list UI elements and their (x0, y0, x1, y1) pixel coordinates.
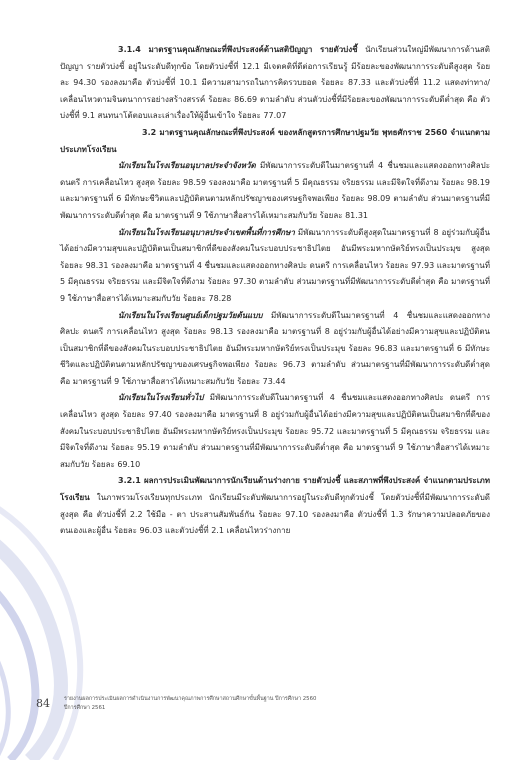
paragraph-lead: นักเรียนในโรงเรียนศูนย์เด็กปฐมวัยต้นแบบ (118, 310, 263, 320)
paragraph-text: มีพัฒนาการระดับดีในมาตรฐานที่ 4 ชื่นชมและแสดงออกทางศิลปะ ดนตรี การเคลื่อนไหว สูงสุด ร้อยละ 98.59 รองลงมาคือ มาตรฐานที่ 5 มีคุณธรรม จริยธรรม และมีจิตใจที่ดีงาม ร้อยละ 98.19 และมาตรฐานที่ 6 มีทักษะชีวิตและปฏิบัติตนตามหลักปรัชญาของเศรษฐกิจพอเพียง ร้อยละ 98.09 ตามลำดับ ส่วนมาตรฐานที่มีพัฒนาการระดับดีต่ำสุด คือ มาตรฐานที่ 9 ใช้ภาษาสื่อสารได้เหมาะสมกับวัย ร้อยละ 81.31 (60, 161, 490, 220)
paragraph-provincial-kindergarten (60, 158, 490, 224)
section-3-1-4 (60, 42, 490, 125)
paragraph-lead: นักเรียนในโรงเรียนอนุบาลประจำจังหวัด (118, 161, 256, 171)
footer-line-1: รายงานผลการประเมินผลการดำเนินงานการพัฒนาคุณภาพการศึกษาสถานศึกษาขั้นพื้นฐาน ปีการศึกษา 2560 (64, 696, 317, 702)
paragraph-text: มีพัฒนาการระดับดีในมาตรฐานที่ 4 ชื่นชมและแสดงออกทางศิลปะ ดนตรี การเคลื่อนไหว สูงสุด ร้อยละ 97.40 รองลงมาคือ มาตรฐานที่ 8 อยู่ร่วมกับผู้อื่นได้อย่างมีความสุขและปฏิบัติตนเป็นสมาชิกที่ดีของสังคมในระบอบประชาธิปไตย อันมีพระมหากษัตริย์ทรงเป็นประมุข ร้อยละ 95.72 และมาตรฐานที่ 5 มีคุณธรรม จริยธรรม และมีจิตใจที่ดีงาม ร้อยละ 95.19 ตามลำดับ ส่วนมาตรฐานที่มีพัฒนาการระดับดีต่ำสุด คือ มาตรฐานที่ 9 ใช้ภาษาสื่อสารได้เหมาะสมกับวัย ร้อยละ 69.10 (60, 393, 490, 469)
section-3-2-heading: 3.2 มาตรฐานคุณลักษณะที่พึงประสงค์ ของหลักสูตรการศึกษาปฐมวัย พุทธศักราช 2560 จำแนกตามประเภทโรงเรียน (60, 127, 490, 154)
section-3-1-4-text: นักเรียนส่วนใหญ่มีพัฒนาการด้านสติปัญญา รายตัวบ่งชี้ อยู่ในระดับดีทุกข้อ โดยตัวบ่งชี้ที่ 12.1 มีเจตคติที่ดีต่อการเรียนรู้ มีร้อยละของพัฒนาการระดับดีสูงสุด ร้อยละ 94.30 รองลงมาคือ ตัวบ่งชี้ที่ 10.1 มีความสามารถในการคิดรวบยอด ร้อยละ 87.33 และตัวบ่งชี้ที่ 11.2 แสดงท่าทาง/เคลื่อนไหวตามจินตนาการอย่างสร้างสรรค์ ร้อยละ 86.69 ตามลำดับ ส่วนตัวบ่งชี้ที่มีร้อยละของพัฒนาการระดับดีต่ำสุด คือ ตัวบ่งชี้ที่ 9.1 สนทนาโต้ตอบและเล่าเรื่องให้ผู้อื่นเข้าใจ ร้อยละ 77.07 (60, 45, 491, 121)
section-3-2-1 (60, 473, 490, 539)
paragraph-area-kindergarten (60, 225, 490, 308)
page-number: 84 (36, 697, 50, 710)
paragraph-lead: นักเรียนในโรงเรียนทั่วไป (118, 393, 204, 403)
document-body (60, 42, 490, 540)
section-3-1-4-heading: 3.1.4 มาตรฐานคุณลักษณะที่พึงประสงค์ด้านสติปัญญา รายตัวบ่งชี้ (118, 45, 358, 54)
section-3-2-1-text: ในภาพรวมโรงเรียนทุกประเภท นักเรียนมีระดับพัฒนาการอยู่ในระดับดีทุกตัวบ่งชี้ โดยตัวบ่งชี้ที่มีพัฒนาการระดับดีสูงสุด คือ ตัวบ่งชี้ที่ 2.2 ใช้มือ - ตา ประสานสัมพันธ์กัน ร้อยละ 97.10 รองลงมาคือ ตัวบ่งชี้ที่ 1.3 รักษาความปลอดภัยของตนเองและผู้อื่น ร้อยละ 96.03 และตัวบ่งชี้ที่ 2.1 เคลื่อนไหวร่างกาย (60, 493, 490, 536)
page-footer (36, 693, 336, 723)
footer-line-2: ปีการศึกษา 2561 (64, 705, 106, 711)
paragraph-general-schools (60, 390, 490, 473)
section-3-2-1-heading: 3.2.1 ผลการประเมินพัฒนาการนักเรียนด้านร่างกาย รายตัวบ่งชี้ และสภาพที่พึงประสงค์ จำแนกตามประเภทโรงเรียน (60, 476, 490, 503)
footer-caption (64, 695, 316, 713)
paragraph-text: มีพัฒนาการระดับดีสูงสุดในมาตรฐานที่ 8 อยู่ร่วมกับผู้อื่นได้อย่างมีความสุขและปฏิบัติตนเป็นสมาชิกที่ดีของสังคมในระบอบประชาธิปไตย อันมีพระมหากษัตริย์ทรงเป็นประมุข สูงสุด ร้อยละ 98.31 รองลงมาคือ มาตรฐานที่ 4 ชื่นชมและแสดงออกทางศิลปะ ดนตรี การเคลื่อนไหว ร้อยละ 97.93 และมาตรฐานที่ 5 มีคุณธรรม จริยธรรม และมีจิตใจที่ดีงาม ร้อยละ 97.30 ตามลำดับ ส่วนมาตรฐานที่มีพัฒนาการระดับดีต่ำสุด คือ มาตรฐานที่ 9 ใช้ภาษาสื่อสารได้เหมาะสมกับวัย ร้อยละ 78.28 (60, 227, 490, 303)
paragraph-text: มีพัฒนาการระดับดีในมาตรฐานที่ 4 ชื่นชมและแสดงออกทางศิลปะ ดนตรี การเคลื่อนไหว สูงสุด ร้อยละ 98.13 รองลงมาคือ มาตรฐานที่ 8 อยู่ร่วมกับผู้อื่นได้อย่างมีความสุขและปฏิบัติตนเป็นสมาชิกที่ดีของสังคมในระบอบประชาธิปไตย อันมีพระมหากษัตริย์ทรงเป็นประมุข ร้อยละ 96.83 และมาตรฐานที่ 6 มีทักษะชีวิตและปฏิบัติตนตามหลักปรัชญาของเศรษฐกิจพอเพียง ร้อยละ 96.73 ตามลำดับ ส่วนมาตรฐานที่มีพัฒนาการระดับดีต่ำสุด คือ มาตรฐานที่ 9 ใช้ภาษาสื่อสารได้เหมาะสมกับวัย ร้อยละ 73.44 (60, 310, 490, 386)
paragraph-lead: นักเรียนในโรงเรียนอนุบาลประจำเขตพื้นที่การศึกษา (118, 227, 295, 237)
paragraph-model-early-childhood (60, 308, 490, 391)
